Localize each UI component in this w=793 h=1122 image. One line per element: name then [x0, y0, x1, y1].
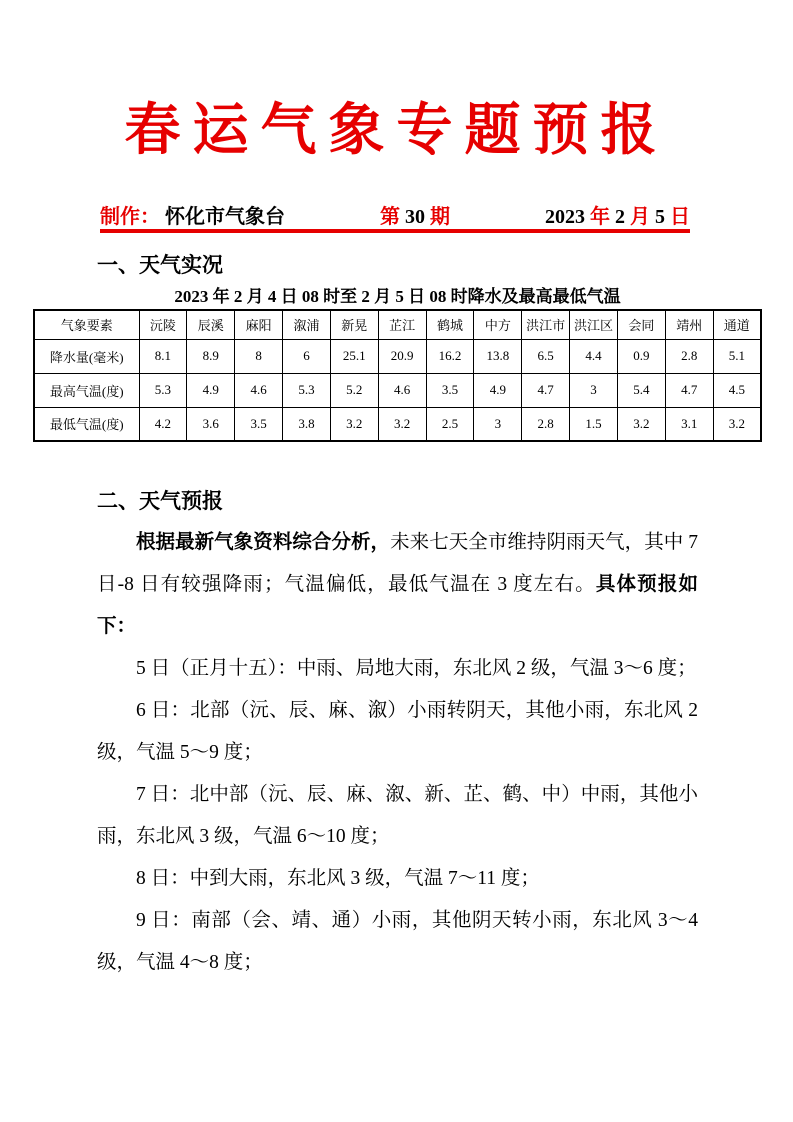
table-header-county: 新晃	[330, 310, 378, 339]
weather-table-title: 2023 年 2 月 4 日 08 时至 2 月 5 日 08 时降水及最高最低气温	[174, 287, 621, 306]
table-cell: 3.2	[713, 407, 761, 441]
document-title: 春运气象专题预报	[124, 97, 669, 163]
date-month: 2	[615, 206, 625, 228]
table-cell: 8.1	[139, 339, 187, 373]
date-month-unit: 月	[630, 206, 655, 228]
intro-regular: 未来七天全市维持阴雨天气，其中 7 日-8 日有较强降雨；气温偏低，最低气温在 3 度左右。	[97, 532, 698, 595]
date-day: 5	[655, 206, 665, 228]
date-day-unit: 日	[670, 206, 690, 228]
issue-field	[380, 200, 450, 229]
table-cell: 3.6	[187, 407, 235, 441]
table-cell: 3.1	[665, 407, 713, 441]
issue-prefix: 第	[380, 206, 405, 228]
table-cell: 8	[235, 339, 283, 373]
table-header-county: 鹤城	[426, 310, 474, 339]
table-cell: 4.6	[378, 373, 426, 407]
forecast-day-6: 6 日：北部（沅、辰、麻、溆）小雨转阴天，其他小雨，东北风 2 级，气温 5～9 度；	[97, 700, 698, 763]
table-header-county: 会同	[617, 310, 665, 339]
table-cell: 5.3	[139, 373, 187, 407]
issue-number: 30	[405, 206, 425, 228]
table-cell: 5.1	[713, 339, 761, 373]
issue-suffix: 期	[430, 206, 450, 228]
table-cell: 2.8	[665, 339, 713, 373]
table-row-min-temp	[34, 407, 761, 441]
row-label: 最低气温(度)	[34, 407, 139, 441]
table-cell: 5.2	[330, 373, 378, 407]
table-cell: 0.9	[617, 339, 665, 373]
table-header-county: 溆浦	[283, 310, 331, 339]
table-cell: 3.2	[330, 407, 378, 441]
intro-bold-lead: 根据最新气象资料综合分析，	[136, 532, 391, 553]
table-header-county: 中方	[474, 310, 522, 339]
table-cell: 2.8	[522, 407, 570, 441]
table-cell: 6.5	[522, 339, 570, 373]
date-year-unit: 年	[590, 206, 615, 228]
producer-value: 怀化市气象台	[165, 206, 285, 228]
table-row-max-temp	[34, 373, 761, 407]
document-meta-row	[100, 200, 690, 229]
table-cell: 25.1	[330, 339, 378, 373]
table-cell: 13.8	[474, 339, 522, 373]
date-year: 2023	[545, 206, 585, 228]
forecast-day-8: 8 日：中到大雨，东北风 3 级，气温 7～11 度；	[136, 868, 540, 889]
table-cell: 3.5	[235, 407, 283, 441]
table-cell: 3.2	[617, 407, 665, 441]
table-cell: 4.7	[665, 373, 713, 407]
table-cell: 3.2	[378, 407, 426, 441]
forecast-day-9: 9 日：南部（会、靖、通）小雨，其他阴天转小雨，东北风 3～4 级，气温 4～8 度；	[97, 910, 698, 973]
table-cell: 20.9	[378, 339, 426, 373]
table-cell: 8.9	[187, 339, 235, 373]
table-cell: 2.5	[426, 407, 474, 441]
table-header-row	[34, 310, 761, 339]
section-weather-actual-heading: 一、天气实况	[97, 253, 223, 277]
table-cell: 4.5	[713, 373, 761, 407]
table-cell: 6	[283, 339, 331, 373]
table-header-county: 芷江	[378, 310, 426, 339]
table-cell: 3	[474, 407, 522, 441]
table-header-county: 麻阳	[235, 310, 283, 339]
intro-bold-tail: 具体预报如下：	[97, 574, 698, 637]
table-cell: 1.5	[570, 407, 618, 441]
producer-field	[100, 200, 285, 229]
table-header-county: 通道	[713, 310, 761, 339]
table-cell: 5.4	[617, 373, 665, 407]
forecast-day-5: 5 日（正月十五）：中雨、局地大雨，东北风 2 级，气温 3～6 度；	[136, 658, 697, 679]
table-cell: 4.9	[187, 373, 235, 407]
weather-observation-table	[33, 309, 762, 442]
date-field	[545, 200, 690, 229]
table-row-precipitation	[34, 339, 761, 373]
table-cell: 3.5	[426, 373, 474, 407]
table-cell: 16.2	[426, 339, 474, 373]
forecast-day-7: 7 日：北中部（沅、辰、麻、溆、新、芷、鹤、中）中雨，其他小雨，东北风 3 级，气温 6～10 度；	[97, 784, 698, 847]
row-label: 降水量(毫米)	[34, 339, 139, 373]
table-cell: 3	[570, 373, 618, 407]
forecast-intro-paragraph	[97, 522, 698, 648]
section-forecast-heading: 二、天气预报	[97, 489, 223, 513]
table-header-county: 洪江区	[570, 310, 618, 339]
table-cell: 4.2	[139, 407, 187, 441]
table-cell: 4.4	[570, 339, 618, 373]
producer-label: 制作：	[100, 206, 160, 228]
table-cell: 4.9	[474, 373, 522, 407]
table-cell: 5.3	[283, 373, 331, 407]
table-header-county: 辰溪	[187, 310, 235, 339]
table-header-element: 气象要素	[34, 310, 139, 339]
row-label: 最高气温(度)	[34, 373, 139, 407]
forecast-section	[97, 487, 698, 984]
table-header-county: 靖州	[665, 310, 713, 339]
table-cell: 4.7	[522, 373, 570, 407]
table-cell: 4.6	[235, 373, 283, 407]
table-header-county: 洪江市	[522, 310, 570, 339]
table-cell: 3.8	[283, 407, 331, 441]
red-divider	[100, 229, 690, 233]
table-header-county: 沅陵	[139, 310, 187, 339]
